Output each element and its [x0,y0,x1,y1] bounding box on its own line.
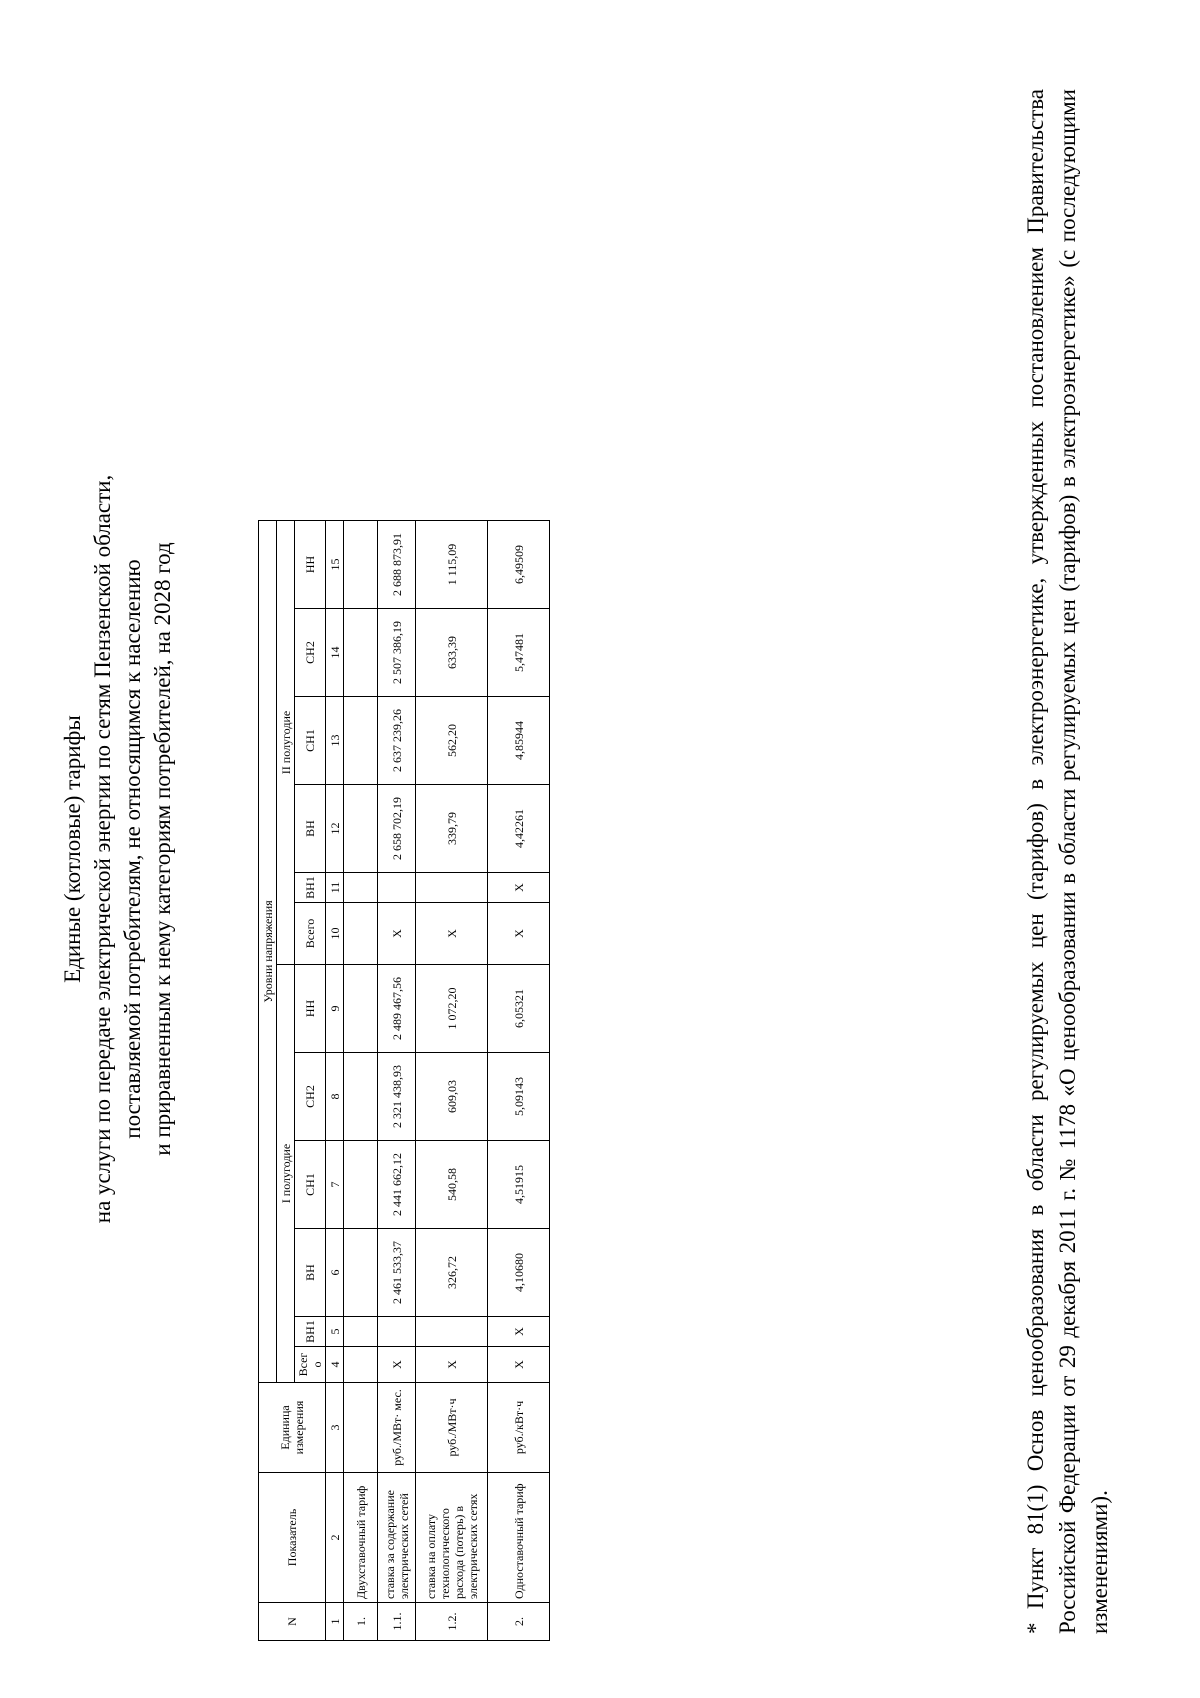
header-half-1: I полугодие [277,965,295,1383]
table-cell [344,1229,378,1317]
header-col: НН [295,521,326,609]
table-cell: 2 461 533,37 [378,1229,416,1317]
table-cell: Х [488,1317,550,1347]
header-col: СН1 [295,1141,326,1229]
table-row [416,521,488,1641]
table-cell [344,521,378,609]
table-cell: 2 507 386,19 [378,609,416,697]
table-cell [344,785,378,873]
column-number: 9 [326,965,344,1053]
table-cell: Х [378,1347,416,1383]
column-number: 3 [326,1383,344,1473]
table-cell: 562,20 [416,697,488,785]
column-number-row [326,521,344,1641]
table-cell: 6,05321 [488,965,550,1053]
header-row-1 [259,521,277,1641]
header-voltage-levels: Уровни напряжения [259,521,277,1383]
table-cell: 2 688 873,91 [378,521,416,609]
table-cell: 326,72 [416,1229,488,1317]
table-cell: 2 441 662,12 [378,1141,416,1229]
table-cell [344,873,378,903]
table-cell: 339,79 [416,785,488,873]
table-row [488,521,550,1641]
column-number: 13 [326,697,344,785]
column-number: 4 [326,1347,344,1383]
header-unit: Единица измерения [259,1383,326,1473]
table-cell [344,697,378,785]
table-cell [344,609,378,697]
document-title [58,0,178,1698]
header-col: СН1 [295,697,326,785]
table-cell: Х [488,1347,550,1383]
column-number: 5 [326,1317,344,1347]
table-cell [344,903,378,965]
table-cell: 4,51915 [488,1141,550,1229]
column-number: 6 [326,1229,344,1317]
header-col: НН [295,965,326,1053]
table-cell: 4,85944 [488,697,550,785]
table-row [344,521,378,1641]
table-cell: 5,09143 [488,1053,550,1141]
column-number: 12 [326,785,344,873]
table-cell: Х [416,1347,488,1383]
table-cell [378,873,416,903]
header-n: N [259,1603,326,1641]
row-indicator: Одноставочный тариф [488,1473,550,1603]
title-line-3: поставляемой потребителям, не относящимся к населению [120,559,145,1139]
header-indicator: Показатель [259,1473,326,1603]
table-cell: 6,49509 [488,521,550,609]
table-cell [416,1317,488,1347]
header-col: ВН1 [295,873,326,903]
table-cell: Х [488,903,550,965]
column-number: 1 [326,1603,344,1641]
table-cell [344,1347,378,1383]
header-col: ВН [295,1229,326,1317]
column-number: 11 [326,873,344,903]
row-number: 1.2. [416,1603,488,1641]
table-cell: 1 072,20 [416,965,488,1053]
row-indicator: ставка за содержание электрических сетей [378,1473,416,1603]
row-indicator: ставка на оплату технологического расхода (потерь) в электрических сетях [416,1473,488,1603]
table-row [378,521,416,1641]
row-unit: руб./МВт·ч [416,1383,488,1473]
table-cell [344,1317,378,1347]
title-line-2: на услуги по передаче электрической энергии по сетям Пензенской области, [90,474,115,1224]
table-cell: 2 489 467,56 [378,965,416,1053]
header-col: СН2 [295,1053,326,1141]
table-cell: 540,58 [416,1141,488,1229]
column-number: 2 [326,1473,344,1603]
column-number: 7 [326,1141,344,1229]
header-col: ВН1 [295,1317,326,1347]
column-number: 15 [326,521,344,609]
row-number: 1.1. [378,1603,416,1641]
row-unit [344,1383,378,1473]
row-unit: руб./МВт· мес. [378,1383,416,1473]
table-cell: 4,10680 [488,1229,550,1317]
row-number: 2. [488,1603,550,1641]
row-unit: руб./кВт·ч [488,1383,550,1473]
footnote: * Пункт 81(1) Основ ценообразования в области регулируемых цен (тарифов) в электроэнергетике, утвержденных постановлением Правительства Российской Федерации от 29 декабря 2011 г. № 1178 «О ценообразовании в области регулируемых цен (тарифов) в электроэнергетике» (с последующими изменениями). [1023,89,1112,1634]
header-half-2: II полугодие [277,521,295,965]
table-cell: 609,03 [416,1053,488,1141]
row-indicator: Двухставочный тариф [344,1473,378,1603]
table-cell: 1 115,09 [416,521,488,609]
table-cell [344,1141,378,1229]
title-line-4: и приравненным к нему категориям потребителей, на 2028 год [150,542,175,1156]
table-cell: 2 637 239,26 [378,697,416,785]
row-number: 1. [344,1603,378,1641]
table-cell: Х [488,873,550,903]
header-col: ВН [295,785,326,873]
table-cell: 5,47481 [488,609,550,697]
column-number: 8 [326,1053,344,1141]
header-col: СН2 [295,609,326,697]
table-cell [344,1053,378,1141]
column-number: 14 [326,609,344,697]
table-cell [344,965,378,1053]
header-col: Всего [295,903,326,965]
tariff-table [258,520,550,1641]
table-cell [378,1317,416,1347]
table-cell: Х [378,903,416,965]
table-cell: 4,42261 [488,785,550,873]
table-cell: Х [416,903,488,965]
column-number: 10 [326,903,344,965]
table-cell: 2 321 438,93 [378,1053,416,1141]
table-cell [416,873,488,903]
table-cell: 2 658 702,19 [378,785,416,873]
header-col: Всег о [295,1347,326,1383]
title-line-1: Единые (котловые) тарифы [60,715,85,983]
table-cell: 633,39 [416,609,488,697]
